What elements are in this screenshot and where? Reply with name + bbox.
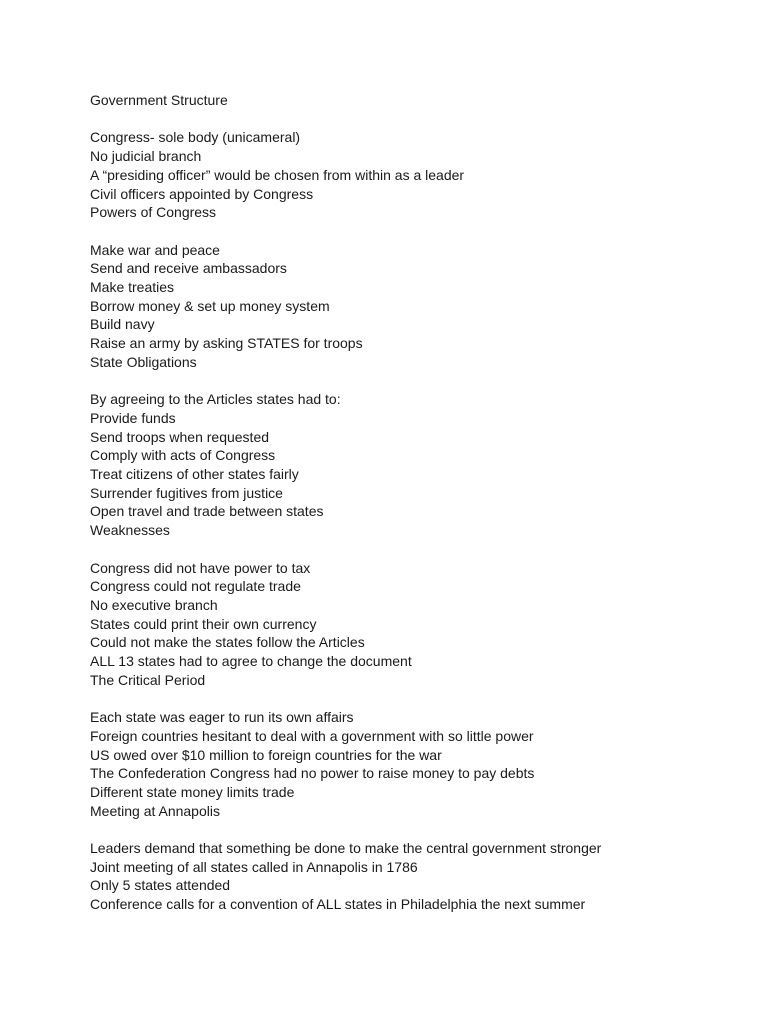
text-line: ALL 13 states had to agree to change the document: [90, 653, 412, 670]
section-block: [90, 839, 730, 914]
paragraph-gap: [90, 110, 730, 129]
text-line: Leaders demand that something be done to make the central government stronger: [90, 840, 602, 857]
section-block: [90, 559, 730, 690]
text-line: US owed over $10 million to foreign countries for the war: [90, 746, 442, 763]
text-line: Each state was eager to run its own affairs: [90, 709, 354, 726]
text-line: States could print their own currency: [90, 615, 317, 632]
text-line: No judicial branch: [90, 148, 202, 165]
text-line: Foreign countries hesitant to deal with a government with so little power: [90, 727, 534, 744]
text-line: Only 5 states attended: [90, 877, 231, 894]
text-line: The Confederation Congress had no power to raise money to pay debts: [90, 765, 535, 782]
text-line: Make treaties: [90, 279, 175, 295]
text-line: Provide funds: [90, 409, 176, 426]
text-line: Congress did not have power to tax: [90, 559, 311, 576]
text-line: Joint meeting of all states called in Annapolis in 1786: [90, 858, 418, 875]
paragraph-gap: [90, 689, 730, 708]
text-line: State Obligations: [90, 353, 197, 370]
section-block: [90, 708, 730, 820]
text-line: No executive branch: [90, 596, 218, 613]
text-line: Surrender fugitives from justice: [90, 484, 283, 501]
text-line: Powers of Congress: [90, 204, 217, 221]
text-line: Borrow money & set up money system: [90, 297, 330, 314]
document-body: [90, 91, 730, 914]
text-line: Civil officers appointed by Congress: [90, 185, 314, 202]
paragraph-gap: [90, 222, 730, 241]
text-line: Could not make the states follow the Articles: [90, 634, 365, 651]
text-line: Congress- sole body (unicameral): [90, 129, 301, 146]
text-line: Send and receive ambassadors: [90, 260, 287, 277]
paragraph-gap: [90, 540, 730, 559]
text-line: Comply with acts of Congress: [90, 447, 276, 464]
text-line: Meeting at Annapolis: [90, 802, 220, 819]
document-title: Government Structure: [90, 92, 228, 108]
text-line: Send troops when requested: [90, 428, 270, 445]
text-line: Weaknesses: [90, 522, 170, 539]
text-line: Different state money limits trade: [90, 783, 295, 800]
document-sections: [90, 110, 730, 914]
text-line: By agreeing to the Articles states had to:: [90, 391, 341, 408]
section-block: [90, 241, 730, 372]
text-line: Congress could not regulate trade: [90, 578, 301, 595]
text-line: Open travel and trade between states: [90, 503, 324, 520]
text-line: Make war and peace: [90, 241, 220, 258]
text-line: The Critical Period: [90, 671, 206, 688]
paragraph-gap: [90, 820, 730, 839]
text-line: Treat citizens of other states fairly: [90, 466, 299, 483]
section-block: [90, 390, 730, 540]
text-line: Build navy: [90, 316, 155, 333]
text-line: A “presiding officer” would be chosen from within as a leader: [90, 166, 465, 183]
section-block: [90, 128, 730, 222]
paragraph-gap: [90, 372, 730, 391]
text-line: Raise an army by asking STATES for troops: [90, 335, 363, 352]
text-line: Conference calls for a convention of ALL states in Philadelphia the next summer: [90, 896, 586, 913]
